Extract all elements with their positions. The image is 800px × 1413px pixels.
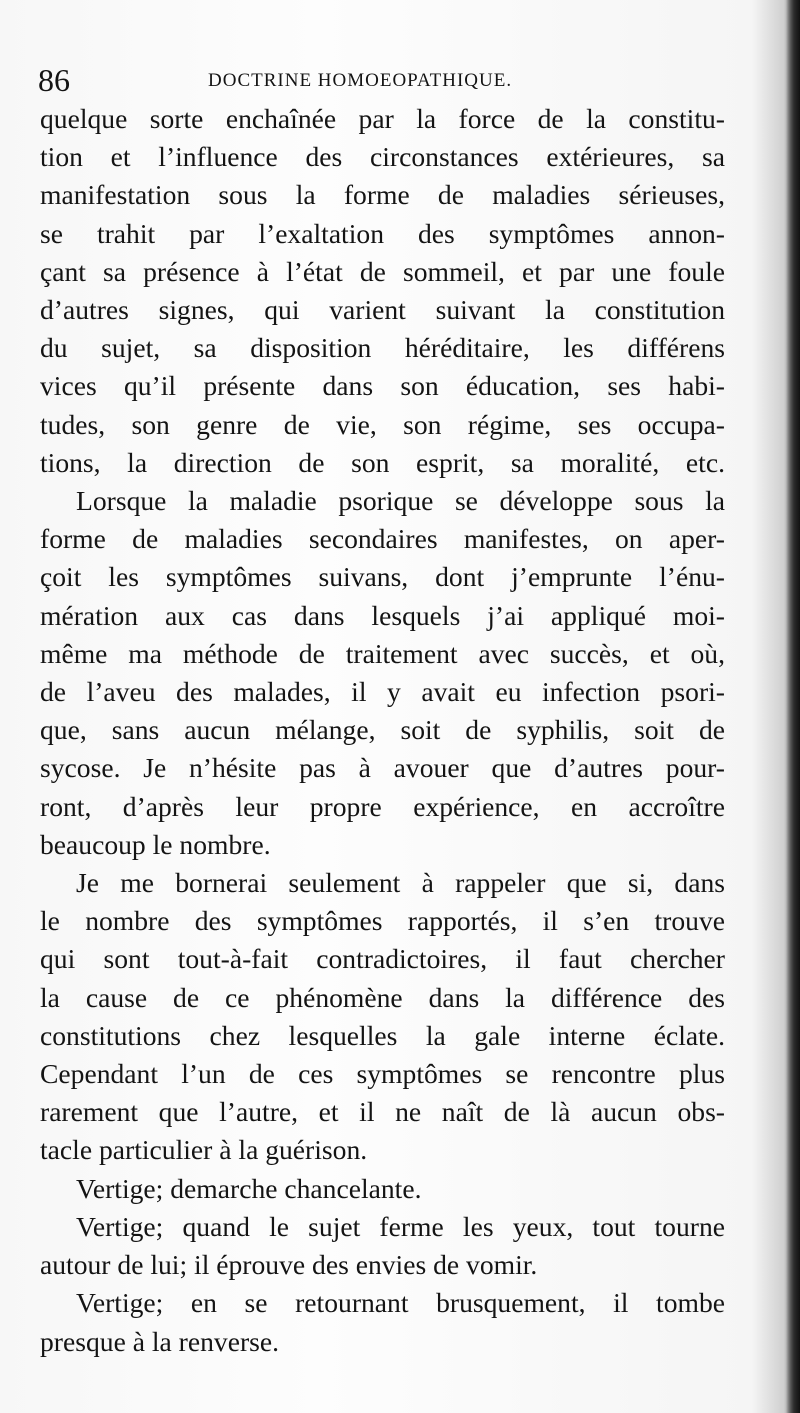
text-line: du sujet, sa disposition héréditaire, les différens xyxy=(40,332,725,364)
text-line: vices qu’il présente dans son éducation, ses habi- xyxy=(40,370,725,402)
text-line: tion et l’influence des circonstances extérieures, sa xyxy=(40,141,725,173)
paragraph xyxy=(40,100,725,482)
text-line: beaucoup le nombre. xyxy=(40,828,271,860)
text-line: tudes, son genre de vie, son régime, ses occupa- xyxy=(40,408,725,440)
text-line: quelque sorte enchaînée par la force de la constitu- xyxy=(40,103,725,134)
text-line: que, sans aucun mélange, soit de syphilis, soit de xyxy=(40,714,725,746)
text-line: tacle particulier à la guérison. xyxy=(40,1134,368,1166)
text-line: de l’aveu des malades, il y avait eu infection psori- xyxy=(40,676,725,708)
text-line: Vertige; en se retournant brusquement, il tombe xyxy=(76,1287,725,1319)
text-line: sycose. Je n’hésite pas à avouer que d’autres pour- xyxy=(40,752,725,784)
paragraph xyxy=(40,482,725,864)
text-line: autour de lui; il éprouve des envies de vomir. xyxy=(40,1249,538,1281)
text-line: le nombre des symptômes rapportés, il s’en trouve xyxy=(40,905,725,937)
text-line: se trahit par l’exaltation des symptômes annon- xyxy=(40,217,725,249)
text-line: tions, la direction de son esprit, sa moralité, etc. xyxy=(40,446,725,478)
text-line: Lorsque la maladie psorique se développe sous la xyxy=(76,485,725,517)
text-line: çoit les symptômes suivans, dont j’emprunte l’énu- xyxy=(40,561,725,593)
text-line: qui sont tout-à-fait contradictoires, il faut chercher xyxy=(40,943,725,975)
paragraph xyxy=(40,1170,725,1208)
paragraph xyxy=(40,1284,725,1360)
paragraph xyxy=(40,1208,725,1284)
text-line: constitutions chez lesquelles la gale interne éclate. xyxy=(40,1019,725,1051)
text-line: rarement que l’autre, et il ne naît de là aucun obs- xyxy=(40,1096,725,1128)
page-number: 86 xyxy=(38,62,70,98)
running-head: DOCTRINE HOMOEOPATHIQUE. xyxy=(208,70,513,91)
text-line: Vertige; quand le sujet ferme les yeux, tout tourne xyxy=(76,1210,725,1242)
text-line: mération aux cas dans lesquels j’ai appliqué moi- xyxy=(40,599,725,631)
text-line: ront, d’après leur propre expérience, en accroître xyxy=(40,790,725,822)
text-line: même ma méthode de traitement avec succès, et où, xyxy=(40,637,725,669)
text-line: Cependant l’un de ces symptômes se rencontre plus xyxy=(40,1058,725,1090)
text-line: manifestation sous la forme de maladies sérieuses, xyxy=(40,179,725,211)
text-line: forme de maladies secondaires manifestes, on aper- xyxy=(40,523,725,555)
page-header xyxy=(38,60,738,100)
text-line: d’autres signes, qui varient suivant la constitution xyxy=(40,294,725,326)
text-line: la cause de ce phénomène dans la différence des xyxy=(40,981,725,1013)
text-line: Vertige; demarche chancelante. xyxy=(76,1172,422,1204)
text-line: Je me bornerai seulement à rappeler que si, dans xyxy=(76,867,725,899)
text-line: presque à la renverse. xyxy=(40,1325,280,1357)
paragraph xyxy=(40,864,725,1170)
book-spine-shadow xyxy=(786,0,800,1413)
body-text xyxy=(40,100,725,1361)
text-line: çant sa présence à l’état de sommeil, et par une foule xyxy=(40,255,725,287)
